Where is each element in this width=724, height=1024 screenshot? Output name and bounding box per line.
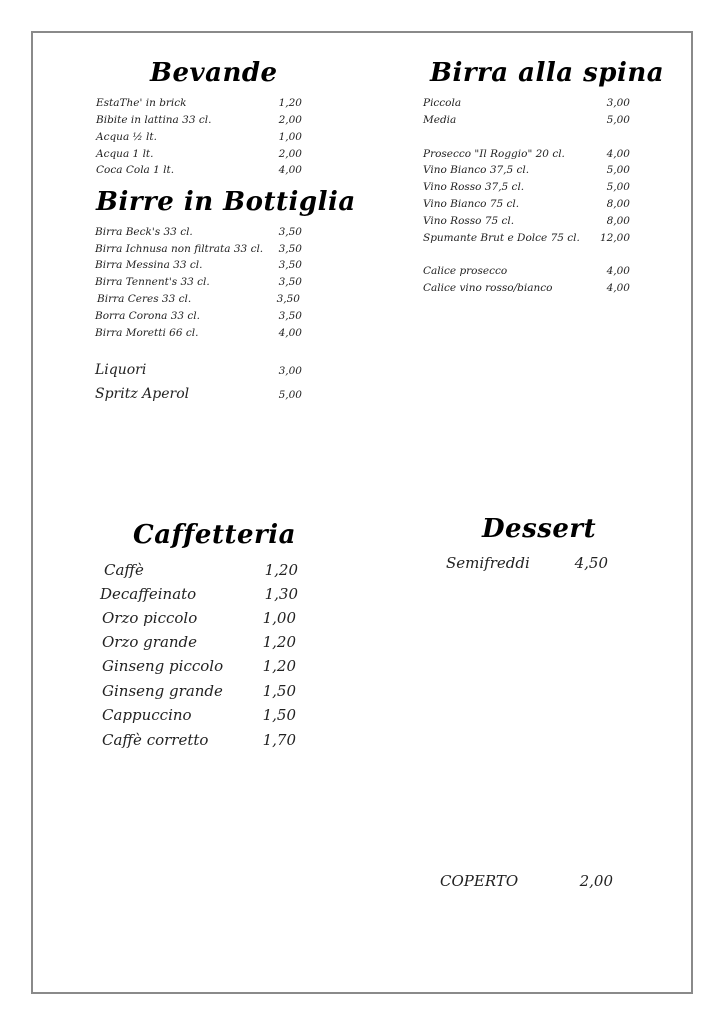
menu-item-price: 4,50 [574, 554, 608, 572]
menu-item-price: 2,00 [278, 114, 302, 126]
menu-item-price: 1,20 [264, 561, 298, 579]
menu-item-price: 12,00 [599, 232, 630, 244]
menu-item-price: 3,50 [278, 259, 302, 271]
menu-item-price: 3,50 [276, 293, 300, 305]
menu-item-name: Cappuccino [102, 706, 192, 724]
menu-item-price: 1,50 [262, 682, 296, 700]
menu-item-price: 5,00 [278, 389, 302, 401]
menu-item-name: Birra Moretti 66 cl. [95, 327, 199, 339]
menu-item-name: Ginseng piccolo [102, 657, 224, 675]
menu-item-price: 3,50 [278, 226, 302, 238]
menu-item-price: 2,00 [278, 148, 302, 160]
menu-item-price: 3,50 [278, 276, 302, 288]
menu-item-name: Vino Rosso 37,5 cl. [423, 181, 525, 193]
menu-item-price: 4,00 [278, 327, 302, 339]
menu-item-price: 1,20 [278, 97, 302, 109]
menu-item-price: 1,20 [262, 633, 296, 651]
menu-item-name: Spritz Aperol [95, 386, 190, 402]
menu-item-name: Vino Bianco 75 cl. [423, 198, 520, 210]
menu-item-price: 8,00 [606, 198, 630, 210]
menu-item-name: Vino Bianco 37,5 cl. [423, 164, 530, 176]
menu-item-name: Liquori [95, 362, 147, 378]
menu-item-name: Acqua ½ lt. [96, 131, 157, 143]
coperto-label: COPERTO [440, 872, 519, 890]
menu-item-price: 4,00 [278, 164, 302, 176]
section-title-birra-spina: Birra alla spina [430, 58, 665, 88]
menu-item-name: Acqua 1 lt. [96, 148, 154, 160]
menu-item-price: 3,50 [278, 310, 302, 322]
menu-item-name: Vino Rosso 75 cl. [423, 215, 515, 227]
menu-item-price: 1,70 [262, 731, 296, 749]
menu-item-name: Prosecco "Il Roggio" 20 cl. [423, 148, 565, 160]
section-title-dessert: Dessert [482, 514, 597, 544]
menu-item-price: 8,00 [606, 215, 630, 227]
menu-item-name: Orzo grande [102, 633, 198, 651]
menu-item-name: Birra Ichnusa non filtrata 33 cl. [95, 243, 264, 255]
menu-item-name: Piccola [423, 97, 462, 109]
menu-item-price: 5,00 [606, 164, 630, 176]
menu-item-name: Borra Corona 33 cl. [95, 310, 201, 322]
menu-item-name: Birra Beck's 33 cl. [95, 226, 193, 238]
menu-item-name: Semifreddi [446, 554, 530, 572]
menu-item-name: Birra Ceres 33 cl. [97, 293, 192, 305]
menu-item-name: Ginseng grande [102, 682, 223, 700]
menu-item-name: Spumante Brut e Dolce 75 cl. [423, 232, 580, 244]
section-title-bevande: Bevande [150, 58, 278, 88]
menu-item-price: 4,00 [606, 148, 630, 160]
section-title-caffetteria: Caffetteria [133, 520, 296, 550]
menu-item-name: Caffè [104, 561, 144, 579]
menu-item-price: 4,00 [606, 282, 630, 294]
menu-item-price: 3,00 [606, 97, 630, 109]
menu-item-name: Calice vino rosso/bianco [423, 282, 553, 294]
menu-item-price: 1,30 [264, 585, 298, 603]
menu-item-name: Bibite in lattina 33 cl. [96, 114, 212, 126]
menu-item-name: Birra Messina 33 cl. [95, 259, 203, 271]
menu-item-name: Media [423, 114, 457, 126]
menu-item-price: 5,00 [606, 181, 630, 193]
menu-item-name: Calice prosecco [423, 265, 508, 277]
menu-item-name: Caffè corretto [102, 731, 209, 749]
section-title-birre-bottiglia: Birre in Bottiglia [96, 187, 356, 217]
menu-item-price: 4,00 [606, 265, 630, 277]
menu-item-name: EstaThe' in brick [96, 97, 187, 109]
menu-item-price: 1,50 [262, 706, 296, 724]
menu-item-price: 3,00 [278, 365, 302, 377]
menu-item-name: Birra Tennent's 33 cl. [95, 276, 210, 288]
menu-item-name: Orzo piccolo [102, 609, 198, 627]
menu-item-name: Decaffeinato [100, 585, 197, 603]
menu-item-price: 5,00 [606, 114, 630, 126]
menu-item-price: 3,50 [278, 243, 302, 255]
menu-item-price: 1,00 [262, 609, 296, 627]
menu-item-price: 1,00 [278, 131, 302, 143]
menu-item-price: 1,20 [262, 657, 296, 675]
menu-item-name: Coca Cola 1 lt. [96, 164, 175, 176]
coperto-price: 2,00 [579, 872, 613, 890]
